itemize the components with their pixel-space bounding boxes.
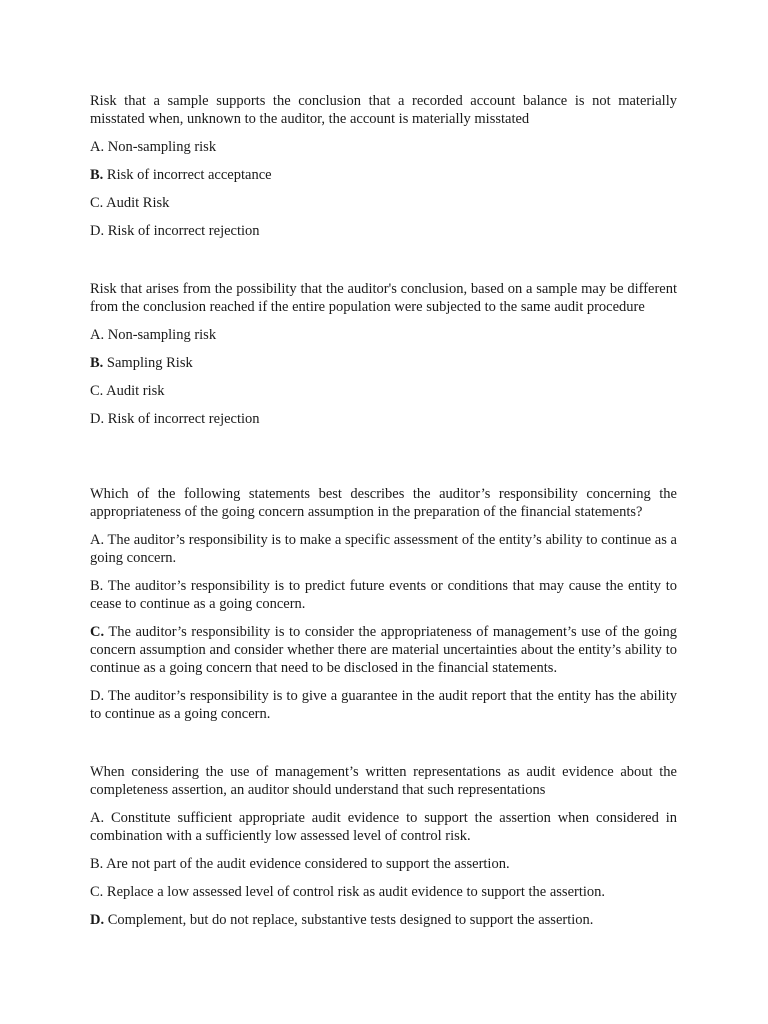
question-2 <box>90 280 677 438</box>
option-d <box>90 222 677 240</box>
option-text: Risk of incorrect rejection <box>104 223 260 239</box>
option-letter: B. <box>90 578 104 594</box>
option-letter: C. <box>90 884 104 900</box>
option-text: Are not part of the audit evidence considered to support the assertion. <box>103 856 510 872</box>
option-text: The auditor’s responsibility is to consider the appropriateness of management’s use of the going concern assumption and consider whether there are material uncertainties about the entity’s ability to continue as a going concern that need to be disclosed in the financial statements. <box>90 624 677 676</box>
option-d <box>90 687 677 723</box>
option-letter: A. <box>90 139 105 155</box>
option-letter: A. <box>90 532 105 548</box>
question-stem: Risk that arises from the possibility that the auditor's conclusion, based on a sample may be different from the conclusion reached if the entire population were subjected to the same audit procedure <box>90 281 677 315</box>
option-b-answer <box>90 354 677 372</box>
option-text: Audit risk <box>103 383 165 399</box>
option-a <box>90 138 677 156</box>
option-letter: C. <box>90 195 104 211</box>
option-text: Non-sampling risk <box>104 139 217 155</box>
option-c-answer <box>90 623 677 677</box>
option-text: The auditor’s responsibility is to predict future events or conditions that may cause the entity to cease to continue as a going concern. <box>90 578 677 612</box>
option-text: Risk of incorrect rejection <box>104 411 260 427</box>
option-text: Complement, but do not replace, substantive tests designed to support the assertion. <box>104 912 594 928</box>
option-b-answer <box>90 166 677 184</box>
option-letter: D. <box>90 223 105 239</box>
question-3 <box>90 485 677 733</box>
option-letter: D. <box>90 912 105 928</box>
option-b <box>90 855 677 873</box>
option-text: Audit Risk <box>103 195 170 211</box>
option-text: Non-sampling risk <box>104 327 217 343</box>
question-stem: Risk that a sample supports the conclusion that a recorded account balance is not materially misstated when, unknown to the auditor, the account is materially misstated <box>90 93 677 127</box>
question-stem: Which of the following statements best describes the auditor’s responsibility concerning the appropriateness of the going concern assumption in the preparation of the financial statements? <box>90 486 677 520</box>
option-letter: A. <box>90 810 105 826</box>
option-c <box>90 194 677 212</box>
option-letter: B. <box>90 856 104 872</box>
option-text: Replace a low assessed level of control risk as audit evidence to support the assertion. <box>103 884 606 900</box>
question-stem: When considering the use of management’s written representations as audit evidence about the completeness assertion, an auditor should understand that such representations <box>90 764 677 798</box>
option-letter: C. <box>90 383 104 399</box>
option-c <box>90 883 677 901</box>
option-text: Sampling Risk <box>103 355 193 371</box>
option-a <box>90 809 677 845</box>
option-letter: D. <box>90 688 105 704</box>
option-letter: B. <box>90 167 104 183</box>
option-letter: A. <box>90 327 105 343</box>
option-a <box>90 326 677 344</box>
option-d-answer <box>90 911 677 929</box>
question-4 <box>90 763 677 939</box>
option-a <box>90 531 677 567</box>
option-text: The auditor’s responsibility is to give a guarantee in the audit report that the entity has the ability to continue as a going concern. <box>90 688 677 722</box>
option-text: The auditor’s responsibility is to make a specific assessment of the entity’s ability to continue as a going concern. <box>90 532 677 566</box>
option-letter: D. <box>90 411 105 427</box>
option-d <box>90 410 677 428</box>
option-c <box>90 382 677 400</box>
option-letter: B. <box>90 355 104 371</box>
option-b <box>90 577 677 613</box>
option-text: Constitute sufficient appropriate audit evidence to support the assertion when considered in combination with a sufficiently low assessed level of control risk. <box>90 810 677 844</box>
option-text: Risk of incorrect acceptance <box>103 167 272 183</box>
option-letter: C. <box>90 624 105 640</box>
question-1 <box>90 92 677 250</box>
